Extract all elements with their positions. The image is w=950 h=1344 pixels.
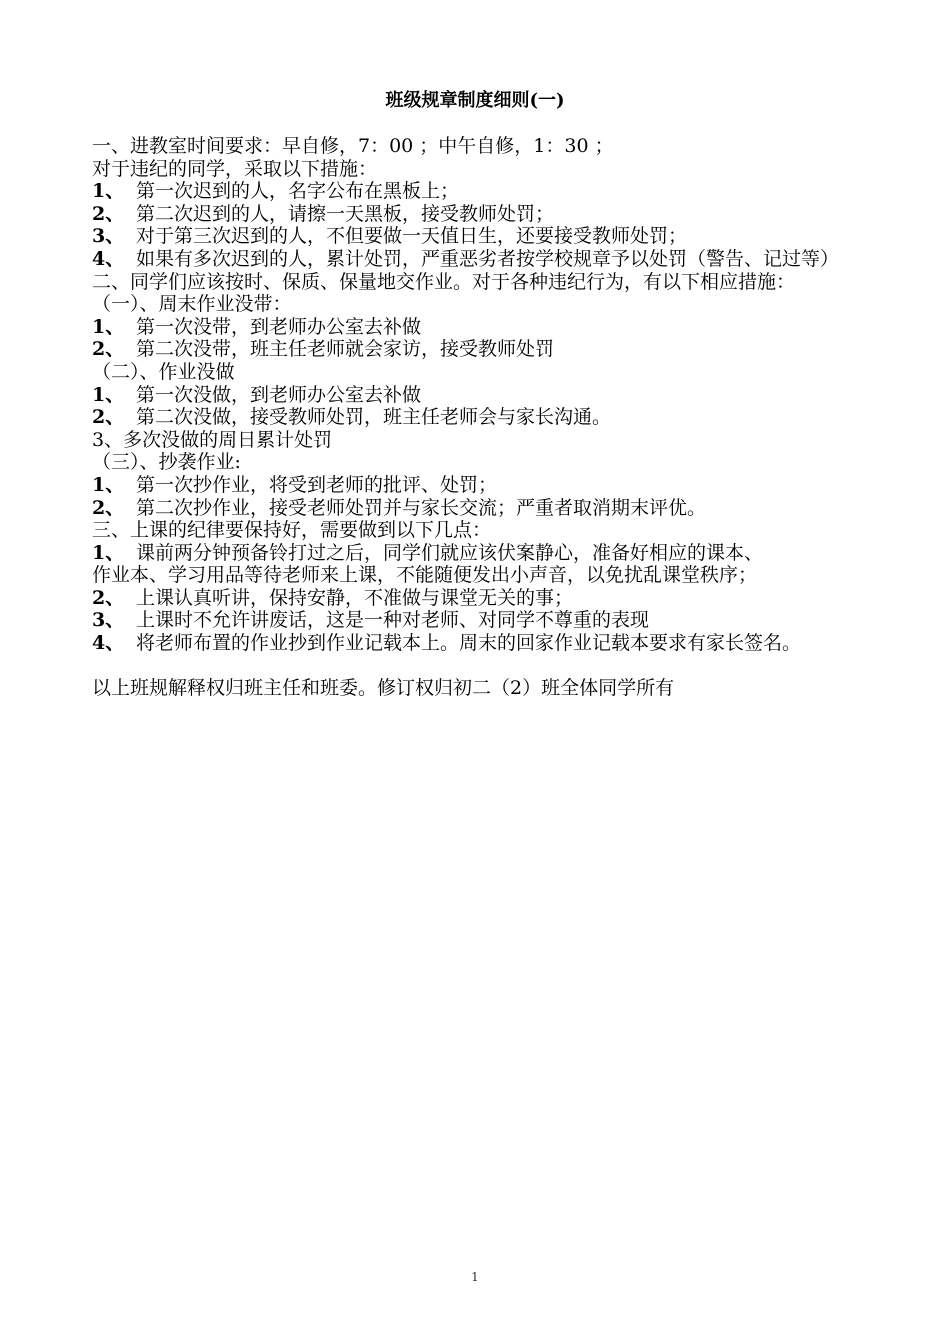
list-item: [92, 225, 882, 248]
list-item-number: 1、: [92, 473, 125, 496]
list-item-text: 课前两分钟预备铃打过之后，同学们就应该伏案静心，准备好相应的课本、: [136, 541, 764, 564]
list-item-number: 1、: [92, 383, 125, 406]
paragraph-spacer: [92, 655, 882, 678]
list-item-text: 第二次抄作业，接受老师处罚并与家长交流；严重者取消期末评优。: [136, 496, 707, 519]
list-item: [92, 248, 882, 271]
section-1-intro: 对于违纪的同学，采取以下措施：: [92, 157, 378, 180]
list-item-text: 第一次迟到的人，名字公布在黑板上；: [136, 180, 460, 203]
list-item-text: 上课时不允许讲废话，这是一种对老师、对同学不尊重的表现: [136, 609, 650, 632]
list-item-text: 上课认真听讲，保持安静，不准做与课堂无关的事；: [136, 586, 574, 609]
list-item-text: 如果有多次迟到的人，累计处罚，严重恶劣者按学校规章予以处罚（警告、记过等）: [136, 247, 840, 270]
list-item-text: 第二次没做，接受教师处罚，班主任老师会与家长沟通。: [136, 406, 612, 429]
list-item-number: 2、: [92, 202, 125, 225]
section-2-lead: 二、: [92, 270, 131, 293]
list-item-text: 第一次抄作业，将受到老师的批评、处罚；: [136, 473, 498, 496]
list-item-text: 第二次迟到的人，请擦一天黑板，接受教师处罚；: [136, 202, 555, 225]
list-item: [92, 587, 882, 610]
list-item-extra: 3、多次没做的周日累计处罚: [92, 428, 333, 451]
subsection-heading: （一）、周末作业没带：: [92, 293, 292, 316]
list-item-text: 第一次没做，到老师办公室去补做: [136, 383, 422, 406]
list-item: [92, 406, 882, 429]
list-item-text: 第二次没带，班主任老师就会家访，接受教师处罚: [136, 338, 555, 361]
list-item: [92, 632, 882, 655]
list-item-number: 2、: [92, 338, 125, 361]
list-item: [92, 316, 882, 339]
list-item-number: 1、: [92, 180, 125, 203]
section-2-heading: [92, 271, 882, 294]
list-item-number: 2、: [92, 496, 125, 519]
list-item-number: 2、: [92, 406, 125, 429]
list-item: [92, 203, 882, 226]
list-item-text: 第一次没带，到老师办公室去补做: [136, 315, 422, 338]
list-item: [92, 542, 882, 565]
list-item-text: 将老师布置的作业抄到作业记载本上。周末的回家作业记载本要求有家长签名。: [136, 632, 802, 655]
list-item-text: 对于第三次迟到的人，不但要做一天值日生，还要接受教师处罚；: [136, 225, 688, 248]
list-item: [92, 609, 882, 632]
subsection-heading: （二）、作业没做: [92, 360, 235, 383]
list-item-number: 1、: [92, 315, 125, 338]
list-item-number: 1、: [92, 541, 125, 564]
list-item: [92, 338, 882, 361]
document-body: [92, 135, 882, 700]
section-3-heading: 三、上课的纪律要保持好，需要做到以下几点：: [92, 519, 492, 542]
page-number: 1: [471, 1270, 479, 1284]
list-item: [92, 497, 882, 520]
list-item: [92, 384, 882, 407]
list-item-continuation: 作业本、学习用品等待老师来上课，不能随便发出小声音，以免扰乱课堂秩序；: [92, 564, 758, 587]
closing-statement: 以上班规解释权归班主任和班委。修订权归初二（2）班全体同学所有: [92, 677, 675, 700]
list-item: [92, 180, 882, 203]
section-2-heading-text: 同学们应该按时、保质、保量地交作业。对于各种违纪行为，有以下相应措施：: [130, 270, 796, 293]
list-item-number: 4、: [92, 632, 125, 655]
list-item-number: 2、: [92, 586, 125, 609]
list-item-number: 3、: [92, 225, 125, 248]
list-item: [92, 474, 882, 497]
subsection-heading: （三）、抄袭作业:: [92, 451, 241, 474]
list-item-number: 4、: [92, 247, 125, 270]
section-1-heading: 一、进教室时间要求：早自修，7：00 ；中午自修，1：30 ；: [92, 135, 614, 157]
list-item-number: 3、: [92, 609, 125, 632]
page-title: 班级规章制度细则(一): [385, 90, 565, 111]
